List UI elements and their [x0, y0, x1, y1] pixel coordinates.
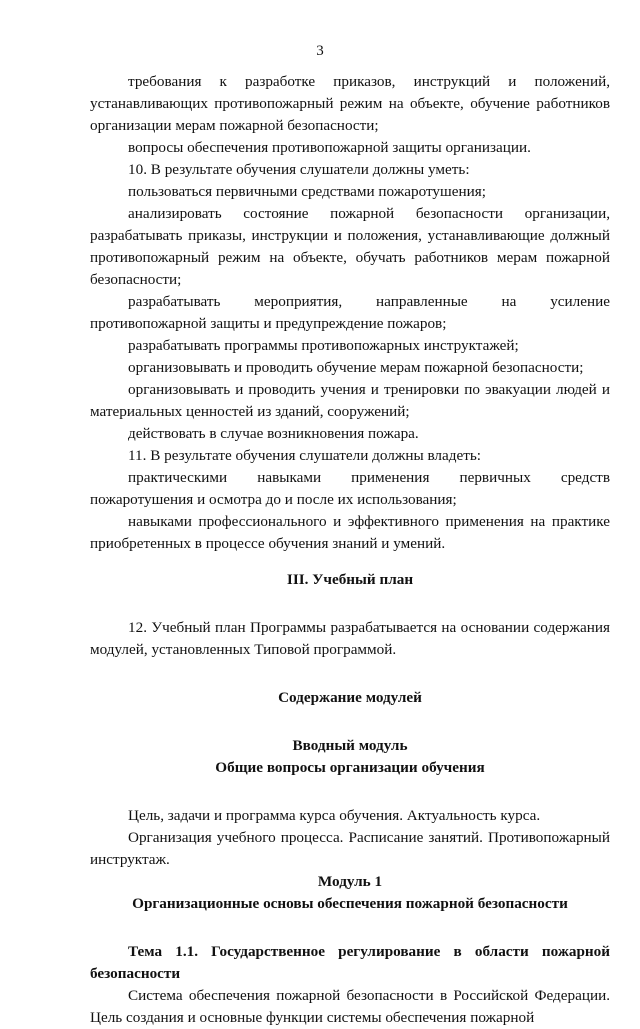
- paragraph: 10. В результате обучения слушатели должны уметь:: [128, 161, 470, 178]
- paragraph: Организация учебного процесса. Расписание занятий. Противопожарный инструктаж.: [90, 829, 610, 868]
- document-body: [90, 71, 610, 1029]
- paragraph: практическими навыками применения первичных средств пожаротушения и осмотра до и после их использования;: [90, 469, 610, 508]
- page-number: 3: [316, 43, 324, 59]
- paragraph: действовать в случае возникновения пожара.: [128, 425, 419, 442]
- paragraph: Система обеспечения пожарной безопасности в Российской Федерации. Цель создания и основные функции системы обеспечения пожарной: [90, 987, 610, 1026]
- paragraph: разрабатывать мероприятия, направленные на усиление противопожарной защиты и предупреждение пожаров;: [90, 293, 610, 332]
- paragraph: 11. В результате обучения слушатели должны владеть:: [128, 447, 481, 464]
- paragraph: Цель, задачи и программа курса обучения. Актуальность курса.: [128, 807, 541, 824]
- paragraph: организовывать и проводить обучение мерам пожарной безопасности;: [128, 359, 584, 376]
- paragraph: навыками профессионального и эффективного применения на практике приобретенных в процессе обучения знаний и умений.: [90, 513, 610, 552]
- paragraph: пользоваться первичными средствами пожаротушения;: [128, 183, 486, 200]
- paragraph: разрабатывать программы противопожарных инструктажей;: [128, 337, 519, 354]
- paragraph: вопросы обеспечения противопожарной защиты организации.: [128, 139, 531, 156]
- paragraph: требования к разработке приказов, инструкций и положений, устанавливающих противопожарный режим на объекте, обучение работников организации мерам пожарной безопасности;: [90, 73, 610, 134]
- paragraph: организовывать и проводить учения и тренировки по эвакуации людей и материальных ценностей из зданий, сооружений;: [90, 381, 610, 420]
- section-heading: III. Учебный план: [286, 571, 414, 588]
- module-title: Модуль 1: [317, 873, 383, 890]
- module-subtitle: Организационные основы обеспечения пожарной безопасности: [132, 895, 568, 912]
- topic-heading: Тема 1.1. Государственное регулирование в области пожарной безопасности: [90, 943, 610, 982]
- intro-module-subtitle: Общие вопросы организации обучения: [215, 759, 485, 776]
- paragraph: анализировать состояние пожарной безопасности организации, разрабатывать приказы, инструкции и положения, устанавливающие должный противопожарный режим на объекте, обучать работников мерам пожарной безопасности;: [90, 205, 610, 288]
- section-paragraph: 12. Учебный план Программы разрабатывается на основании содержания модулей, установленных Типовой программой.: [90, 619, 610, 658]
- modules-heading: Содержание модулей: [278, 689, 422, 706]
- intro-module-title: Вводный модуль: [292, 737, 408, 754]
